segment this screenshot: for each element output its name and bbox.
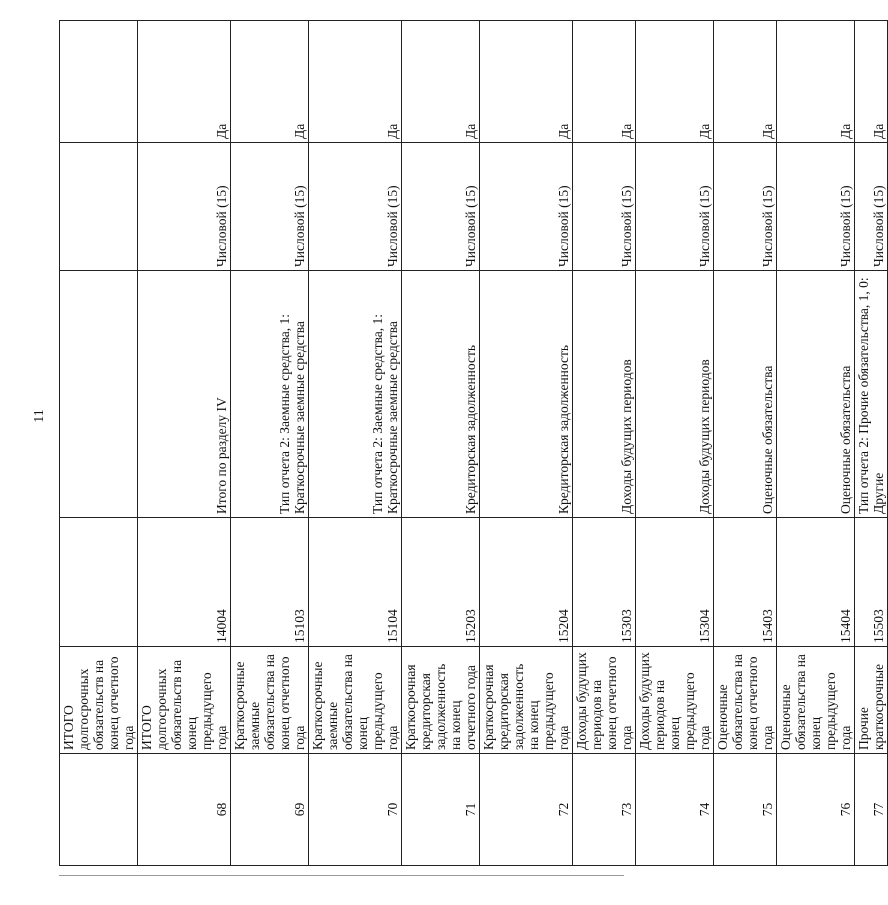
row-code: 15203 [402, 518, 480, 647]
row-required: Да [573, 21, 636, 143]
row-name: Доходы будущих периодов на конец отчетного года [573, 647, 636, 754]
table-row [60, 21, 138, 866]
row-type: Числовой (15) [855, 143, 888, 271]
row-required: Да [138, 21, 231, 143]
page-number: 11 [32, 409, 47, 423]
row-code: 15204 [480, 518, 573, 647]
row-type: Числовой (15) [714, 143, 777, 271]
row-name: Краткосрочная кредиторская задолженность на конец отчетного года [402, 647, 480, 754]
row-required: Да [855, 21, 888, 143]
row-code: 15104 [309, 518, 402, 647]
table-row [573, 21, 636, 866]
row-description: Оценочные обязательства [714, 271, 777, 518]
row-description: Тип отчета 2: Прочие обязательства, 1, 0: Другие [855, 271, 888, 518]
row-type: Числовой (15) [138, 143, 231, 271]
row-code: 15303 [573, 518, 636, 647]
row-required: Да [231, 21, 309, 143]
row-name: ИТОГО долгосрочных обязательств на конец предыдущего года [138, 647, 231, 754]
row-number: 71 [402, 754, 480, 866]
table-row [480, 21, 573, 866]
table-row [714, 21, 777, 866]
row-name: Оценочные обязательства на конец отчетного года [714, 647, 777, 754]
row-description: Доходы будущих периодов [573, 271, 636, 518]
row-number: 74 [636, 754, 714, 866]
row-description: Оценочные обязательства [777, 271, 855, 518]
row-type: Числовой (15) [636, 143, 714, 271]
table-row [855, 21, 888, 866]
row-description: Кредиторская задолженность [402, 271, 480, 518]
row-name: Доходы будущих периодов на конец предыдущего года [636, 647, 714, 754]
fields-table-rotated [59, 21, 886, 866]
row-number: 77 [855, 754, 888, 866]
row-number: 72 [480, 754, 573, 866]
row-name: Прочие краткосрочные [855, 647, 888, 754]
row-number: 76 [777, 754, 855, 866]
row-number: 70 [309, 754, 402, 866]
row-required: Да [636, 21, 714, 143]
row-number: 68 [138, 754, 231, 866]
table-row [636, 21, 714, 866]
row-required: Да [714, 21, 777, 143]
table-row [309, 21, 402, 866]
row-code: 14004 [138, 518, 231, 647]
row-code [60, 518, 138, 647]
row-code: 15304 [636, 518, 714, 647]
row-required [60, 21, 138, 143]
row-description: Тип отчета 2: Заемные средства, 1: Краткосрочные заемные средства [309, 271, 402, 518]
row-name: Краткосрочная кредиторская задолженность на конец предыдущего года [480, 647, 573, 754]
row-type: Числовой (15) [231, 143, 309, 271]
row-required: Да [777, 21, 855, 143]
table-row [231, 21, 309, 866]
row-description [60, 271, 138, 518]
row-code: 15403 [714, 518, 777, 647]
row-number: 69 [231, 754, 309, 866]
row-type: Числовой (15) [573, 143, 636, 271]
table-row [777, 21, 855, 866]
row-type: Числовой (15) [309, 143, 402, 271]
row-description: Кредиторская задолженность [480, 271, 573, 518]
row-code: 15404 [777, 518, 855, 647]
row-name: Оценочные обязательства на конец предыдущего года [777, 647, 855, 754]
row-code: 15103 [231, 518, 309, 647]
row-description: Итого по разделу IV [138, 271, 231, 518]
row-name: Краткосрочные заемные обязательства на конец отчетного года [231, 647, 309, 754]
row-code: 15503 [855, 518, 888, 647]
fields-table [59, 20, 888, 866]
row-type: Числовой (15) [402, 143, 480, 271]
row-description: Тип отчета 2: Заемные средства, 1: Краткосрочные заемные средства [231, 271, 309, 518]
page-bottom-rule [59, 875, 624, 876]
row-number: 75 [714, 754, 777, 866]
row-name: Краткосрочные заемные обязательства на конец предыдущего года [309, 647, 402, 754]
row-required: Да [480, 21, 573, 143]
table-row [402, 21, 480, 866]
row-number [60, 754, 138, 866]
row-required: Да [402, 21, 480, 143]
row-description: Доходы будущих периодов [636, 271, 714, 518]
row-number: 73 [573, 754, 636, 866]
row-type [60, 143, 138, 271]
table-row [138, 21, 231, 866]
row-required: Да [309, 21, 402, 143]
row-name: ИТОГО долгосрочных обязательств на конец отчетного года [60, 647, 138, 754]
row-type: Числовой (15) [480, 143, 573, 271]
row-type: Числовой (15) [777, 143, 855, 271]
